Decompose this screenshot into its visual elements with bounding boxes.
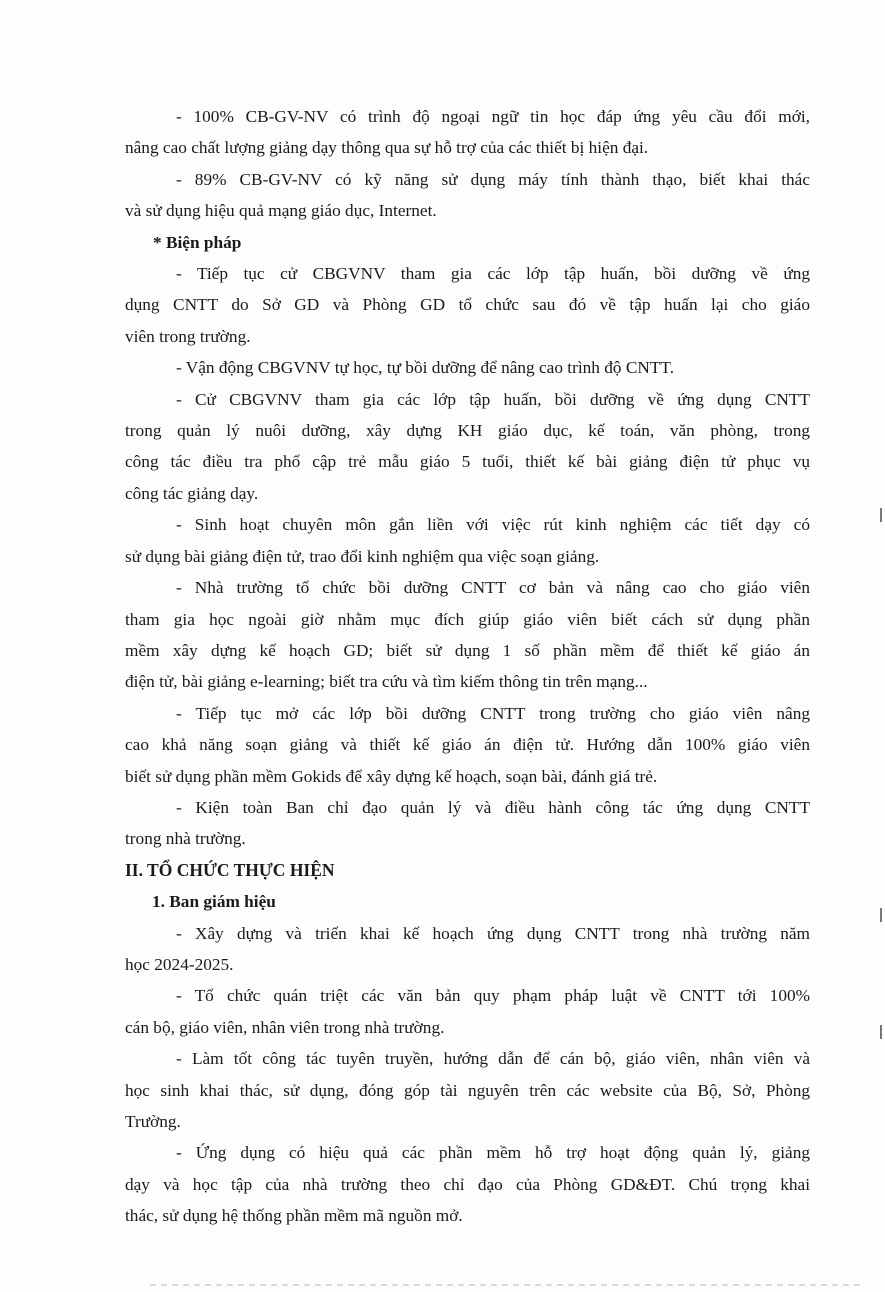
text-line: - Xây dựng và triển khai kế hoạch ứng dụng CNTT trong nhà trường năm: [176, 923, 810, 943]
board-item: [125, 980, 810, 1043]
text-line: - Tiếp tục cử CBGVNV tham gia các lớp tập huấn, bồi dưỡng về ứng: [176, 264, 810, 284]
measure-item: [125, 509, 810, 572]
board-item: [125, 1137, 810, 1231]
text-line: thác, sử dụng hệ thống phần mềm mã nguồn mở.: [125, 1206, 463, 1226]
measures-list: [125, 258, 810, 855]
text-line: công tác giảng dạy.: [125, 483, 259, 503]
measure-item: [125, 698, 810, 792]
text-line: dạy và học tập của nhà trường theo chỉ đạo của Phòng GD&ĐT. Chú trọng khai: [125, 1174, 810, 1194]
text-line: - Nhà trường tổ chức bồi dưỡng CNTT cơ bản và nâng cao cho giáo viên: [176, 578, 810, 598]
text-line: - Làm tốt công tác tuyên truyền, hướng dẫn để cán bộ, giáo viên, nhân viên và: [176, 1049, 810, 1069]
text-line: cán bộ, giáo viên, nhân viên trong nhà trường.: [125, 1017, 445, 1037]
measure-item: [125, 384, 810, 510]
measures-heading-text: * Biện pháp: [153, 232, 242, 252]
scan-artifact-line: [150, 1284, 865, 1286]
scan-edge-mark: [880, 1025, 882, 1039]
text-line: tham gia học ngoài giờ nhằm mục đích giúp giáo viên biết cách sử dụng phần: [125, 609, 810, 629]
text-line: trong quản lý nuôi dưỡng, xây dựng KH giáo dục, kế toán, văn phòng, trong: [125, 421, 810, 441]
text-line: sử dụng bài giảng điện tử, trao đổi kinh nghiệm qua việc soạn giảng.: [125, 546, 600, 566]
text-line: dụng CNTT do Sở GD và Phòng GD tổ chức sau đó về tập huấn lại cho giáo: [125, 295, 810, 315]
text-line: - Sinh hoạt chuyên môn gắn liền với việc rút kinh nghiệm các tiết dạy có: [176, 515, 810, 535]
text-line: công tác điều tra phổ cập trẻ mẫu giáo 5 tuổi, thiết kế bài giảng điện tử phục vụ: [125, 452, 810, 472]
document-page: [125, 101, 810, 1232]
board-items-list: [125, 918, 810, 1232]
text-line: - 100% CB-GV-NV có trình độ ngoại ngữ tin học đáp ứng yêu cầu đổi mới,: [176, 107, 810, 126]
scan-edge-mark: [880, 508, 882, 522]
intro-paragraph: [125, 164, 810, 227]
measure-item: [125, 352, 810, 383]
text-line: trong nhà trường.: [125, 829, 246, 849]
text-line: mềm xây dựng kế hoạch GD; biết sử dụng 1 số phần mềm để thiết kế giáo án: [125, 640, 810, 660]
text-line: Trường.: [125, 1112, 181, 1131]
text-line: - Ứng dụng có hiệu quả các phần mềm hỗ trợ hoạt động quản lý, giảng: [176, 1143, 810, 1163]
measures-heading: [125, 227, 810, 258]
text-line: - Tiếp tục mở các lớp bồi dưỡng CNTT trong trường cho giáo viên nâng: [176, 703, 810, 723]
text-line: - Vận động CBGVNV tự học, tự bồi dưỡng để nâng cao trình độ CNTT.: [176, 358, 675, 378]
text-line: cao khả năng soạn giảng và thiết kế giáo án điện tử. Hướng dẫn 100% giáo viên: [125, 735, 810, 755]
board-item: [125, 918, 810, 981]
scan-edge-mark: [880, 908, 882, 922]
text-line: biết sử dụng phần mềm Gokids để xây dựng kế hoạch, soạn bài, đánh giá trẻ.: [125, 766, 658, 786]
text-line: - Kiện toàn Ban chỉ đạo quản lý và điều hành công tác ứng dụng CNTT: [176, 797, 810, 817]
measure-item: [125, 792, 810, 855]
text-line: viên trong trường.: [125, 326, 251, 346]
text-line: và sử dụng hiệu quả mạng giáo dục, Internet.: [125, 201, 437, 221]
intro-paragraphs: [125, 101, 810, 227]
text-line: - 89% CB-GV-NV có kỹ năng sử dụng máy tính thành thạo, biết khai thác: [176, 169, 810, 189]
intro-paragraph: [125, 101, 810, 164]
subsection-heading: 1. Ban giám hiệu: [152, 892, 276, 912]
text-line: học 2024-2025.: [125, 954, 234, 974]
text-line: - Cử CBGVNV tham gia các lớp tập huấn, bồi dưỡng về ứng dụng CNTT: [176, 389, 810, 409]
text-line: điện tử, bài giảng e-learning; biết tra cứu và tìm kiếm thông tin trên mạng...: [125, 672, 648, 692]
measure-item: [125, 258, 810, 352]
measure-item: [125, 572, 810, 698]
section-heading: II. TỔ CHỨC THỰC HIỆN: [125, 859, 335, 880]
text-line: - Tổ chức quán triệt các văn bản quy phạm pháp luật về CNTT tới 100%: [176, 986, 810, 1006]
text-line: nâng cao chất lượng giảng dạy thông qua sự hỗ trợ của các thiết bị hiện đại.: [125, 138, 649, 158]
text-line: học sinh khai thác, sử dụng, đóng góp tài nguyên trên các website của Bộ, Sở, Phòng: [125, 1080, 810, 1100]
board-item: [125, 1043, 810, 1137]
